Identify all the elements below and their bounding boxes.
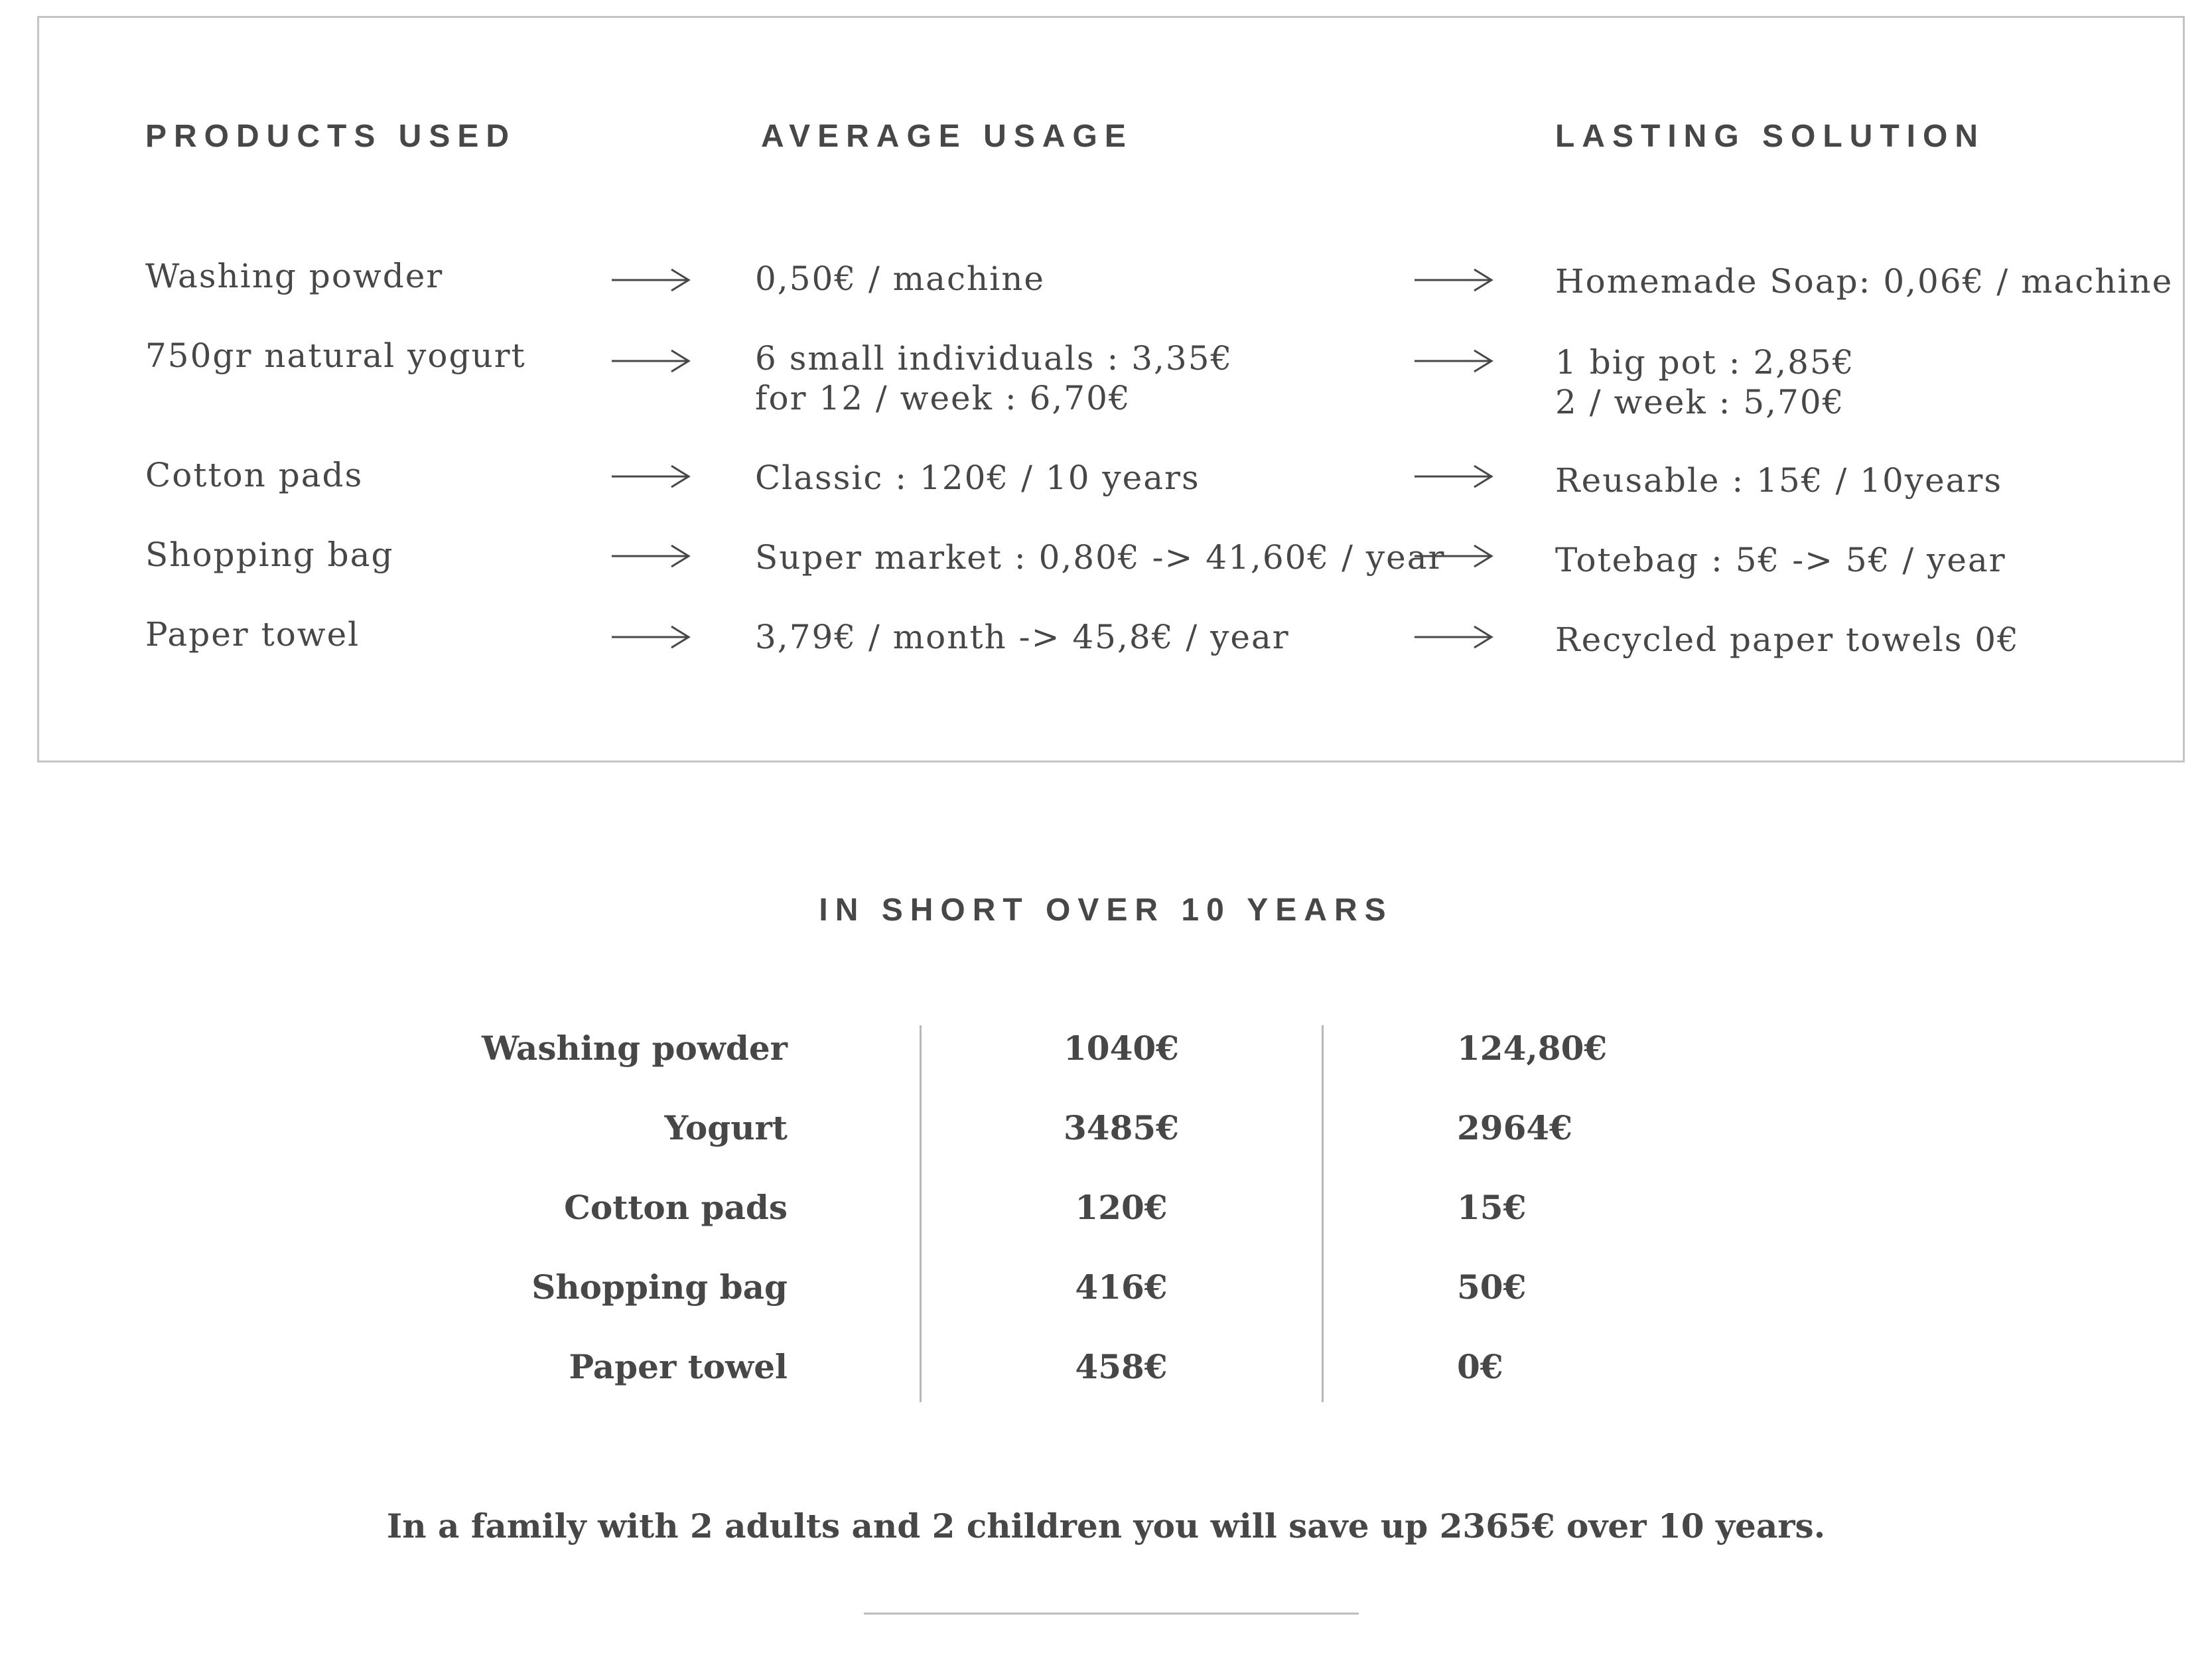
right-arrow-icon — [1413, 621, 1495, 653]
product-name: Washing powder — [145, 257, 444, 295]
header-average-usage: AVERAGE USAGE — [761, 119, 1133, 154]
solution-value: 1 big pot : 2,85€ — [1555, 343, 1855, 382]
usage-value-line2: for 12 / week : 6,70€ — [755, 379, 1131, 417]
summary-lasting-cost: 50€ — [1457, 1267, 1527, 1307]
right-arrow-icon — [1413, 264, 1495, 296]
right-arrow-icon — [610, 264, 693, 296]
summary-label: Shopping bag — [531, 1267, 788, 1307]
right-arrow-icon — [1413, 461, 1495, 492]
summary-usual-cost: 458€ — [1075, 1347, 1168, 1386]
summary-usual-cost: 3485€ — [1064, 1108, 1179, 1147]
usage-value: Classic : 120€ / 10 years — [755, 459, 1200, 497]
right-arrow-icon — [610, 621, 693, 653]
solution-value-line2: 2 / week : 5,70€ — [1555, 383, 1845, 421]
usage-value: 0,50€ / machine — [755, 259, 1045, 298]
summary-label: Washing powder — [482, 1029, 788, 1068]
header-products-used: PRODUCTS USED — [145, 119, 517, 154]
product-name: Paper towel — [145, 615, 360, 654]
header-lasting-solution: LASTING SOLUTION — [1555, 119, 1985, 154]
right-arrow-icon — [610, 345, 693, 377]
summary-usual-cost: 1040€ — [1064, 1029, 1179, 1068]
summary-lasting-cost: 124,80€ — [1457, 1029, 1608, 1068]
summary-lasting-cost: 0€ — [1457, 1347, 1503, 1386]
savings-conclusion: In a family with 2 adults and 2 children you will save up 2365€ over 10 years. — [386, 1506, 1826, 1546]
summary-divider-right — [1322, 1025, 1324, 1402]
usage-value: Super market : 0,80€ -> 41,60€ / year — [755, 538, 1446, 577]
summary-lasting-cost: 15€ — [1457, 1188, 1527, 1227]
usage-value: 6 small individuals : 3,35€ — [755, 339, 1233, 378]
solution-value: Recycled paper towels 0€ — [1555, 620, 2020, 659]
right-arrow-icon — [1413, 345, 1495, 377]
summary-label: Cotton pads — [564, 1188, 788, 1227]
product-name: Shopping bag — [145, 536, 394, 574]
product-name: 750gr natural yogurt — [145, 336, 526, 375]
summary-usual-cost: 416€ — [1075, 1267, 1168, 1307]
usage-value: 3,79€ / month -> 45,8€ / year — [755, 618, 1290, 656]
summary-usual-cost: 120€ — [1075, 1188, 1168, 1227]
solution-value: Homemade Soap: 0,06€ / machine — [1555, 262, 2174, 301]
solution-value: Totebag : 5€ -> 5€ / year — [1555, 541, 2006, 579]
summary-label: Paper towel — [569, 1347, 788, 1386]
bottom-divider — [864, 1613, 1359, 1615]
solution-value: Reusable : 15€ / 10years — [1555, 461, 2003, 500]
summary-label: Yogurt — [664, 1108, 788, 1147]
right-arrow-icon — [610, 540, 693, 572]
right-arrow-icon — [1413, 540, 1495, 572]
right-arrow-icon — [610, 461, 693, 492]
summary-divider-left — [920, 1025, 922, 1402]
summary-lasting-cost: 2964€ — [1457, 1108, 1572, 1147]
summary-title: IN SHORT OVER 10 YEARS — [819, 893, 1393, 928]
product-name: Cotton pads — [145, 456, 364, 494]
